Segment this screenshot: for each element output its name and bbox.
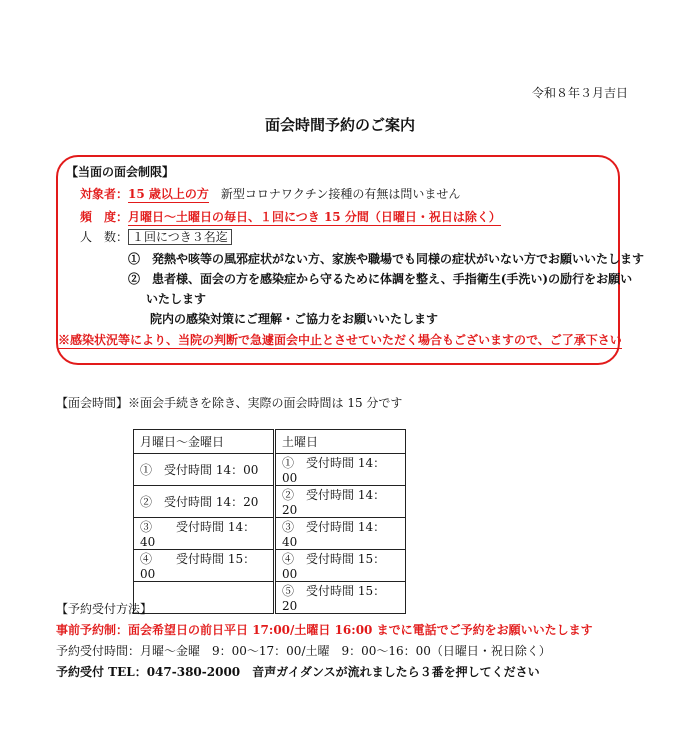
weekday-slot: ① 受付時間 14：00 bbox=[134, 454, 275, 486]
item2-text-line2: いたします bbox=[146, 292, 207, 306]
weekday-slot: ② 受付時間 14：20 bbox=[134, 486, 275, 518]
frequency-value: 月曜日〜土曜日の毎日、１回につき 15 分間（日曜日・祝日は除く） bbox=[128, 210, 501, 224]
weekday-slot: ③ 受付時間 14：40 bbox=[134, 518, 275, 550]
tel-guidance: 音声ガイダンスが流れましたら３番を押してください bbox=[252, 665, 540, 679]
saturday-slot: ③ 受付時間 14：40 bbox=[275, 518, 406, 550]
target-note: 新型コロナワクチン接種の有無は問いません bbox=[220, 187, 461, 201]
saturday-slot: ⑤ 受付時間 15：20 bbox=[275, 582, 406, 614]
visiting-hours-heading: 【面会時間】※面会手続きを除き、実際の面会時間は 15 分です bbox=[56, 396, 403, 410]
saturday-slot: ④ 受付時間 15：00 bbox=[275, 550, 406, 582]
tel-label: 予約受付 TEL： bbox=[56, 665, 147, 679]
tel-row bbox=[56, 663, 540, 680]
cooperation-text: 院内の感染対策にご理解・ご協力をお願いいたします bbox=[150, 312, 439, 326]
advance-reservation-row bbox=[56, 621, 593, 638]
people-value: １回につき３名迄 bbox=[128, 229, 232, 245]
target-row bbox=[80, 185, 460, 202]
people-label: 人 数： bbox=[80, 230, 129, 244]
table-row bbox=[134, 454, 406, 486]
notice-item-1 bbox=[128, 250, 644, 267]
warning-text: ※感染状況等により、当院の判断で急遽面会中止とさせていただく場合もございますので、ご了承下さい bbox=[58, 333, 622, 347]
item2-marker: ② bbox=[128, 272, 141, 286]
column-header: 月曜日〜金曜日 bbox=[134, 430, 275, 454]
page-title: 面会時間予約のご案内 bbox=[264, 116, 415, 134]
item2-text-line1: 患者様、面会の方を感染症から守るために体調を整え、手指衛生(手洗い)の励行をお願い bbox=[152, 272, 633, 286]
weekday-slot: ④ 受付時間 15：00 bbox=[134, 550, 275, 582]
table-row bbox=[134, 550, 406, 582]
saturday-slot: ② 受付時間 14：20 bbox=[275, 486, 406, 518]
reservation-hours: 予約受付時間：月曜〜金曜 9：00〜17：00/土曜 9：00〜16：00（日曜日・祝日除く） bbox=[56, 644, 551, 658]
document-date: 令和８年３月吉日 bbox=[531, 86, 628, 100]
visiting-times-table bbox=[133, 429, 406, 614]
frequency-row bbox=[80, 208, 501, 225]
saturday-slot: ① 受付時間 14：00 bbox=[275, 454, 406, 486]
advance-label: 事前予約制： bbox=[56, 623, 129, 637]
people-row bbox=[80, 228, 232, 245]
item1-text: 発熱や咳等の風邪症状がない方、家族や職場でも同様の症状がいない方でお願いいたします bbox=[152, 252, 645, 266]
reservation-heading: 【予約受付方法】 bbox=[56, 602, 153, 616]
tel-number: 047-380-2000 bbox=[146, 665, 241, 679]
column-header: 土曜日 bbox=[275, 430, 406, 454]
table-row bbox=[134, 486, 406, 518]
notice-item-2 bbox=[128, 270, 632, 287]
table-row bbox=[134, 518, 406, 550]
item1-marker: ① bbox=[128, 252, 141, 266]
table-header-row bbox=[134, 430, 406, 454]
target-value: 15 歳以上の方 bbox=[128, 187, 209, 201]
table-row bbox=[134, 582, 406, 614]
advance-text: 面会希望日の前日平日 17:00/土曜日 16:00 までに電話でご予約をお願いいたします bbox=[128, 623, 593, 637]
notice-heading: 【当面の面会制限】 bbox=[66, 165, 175, 179]
weekday-slot-empty bbox=[134, 582, 275, 614]
target-label: 対象者： bbox=[80, 187, 129, 201]
frequency-label: 頻 度： bbox=[80, 210, 129, 224]
